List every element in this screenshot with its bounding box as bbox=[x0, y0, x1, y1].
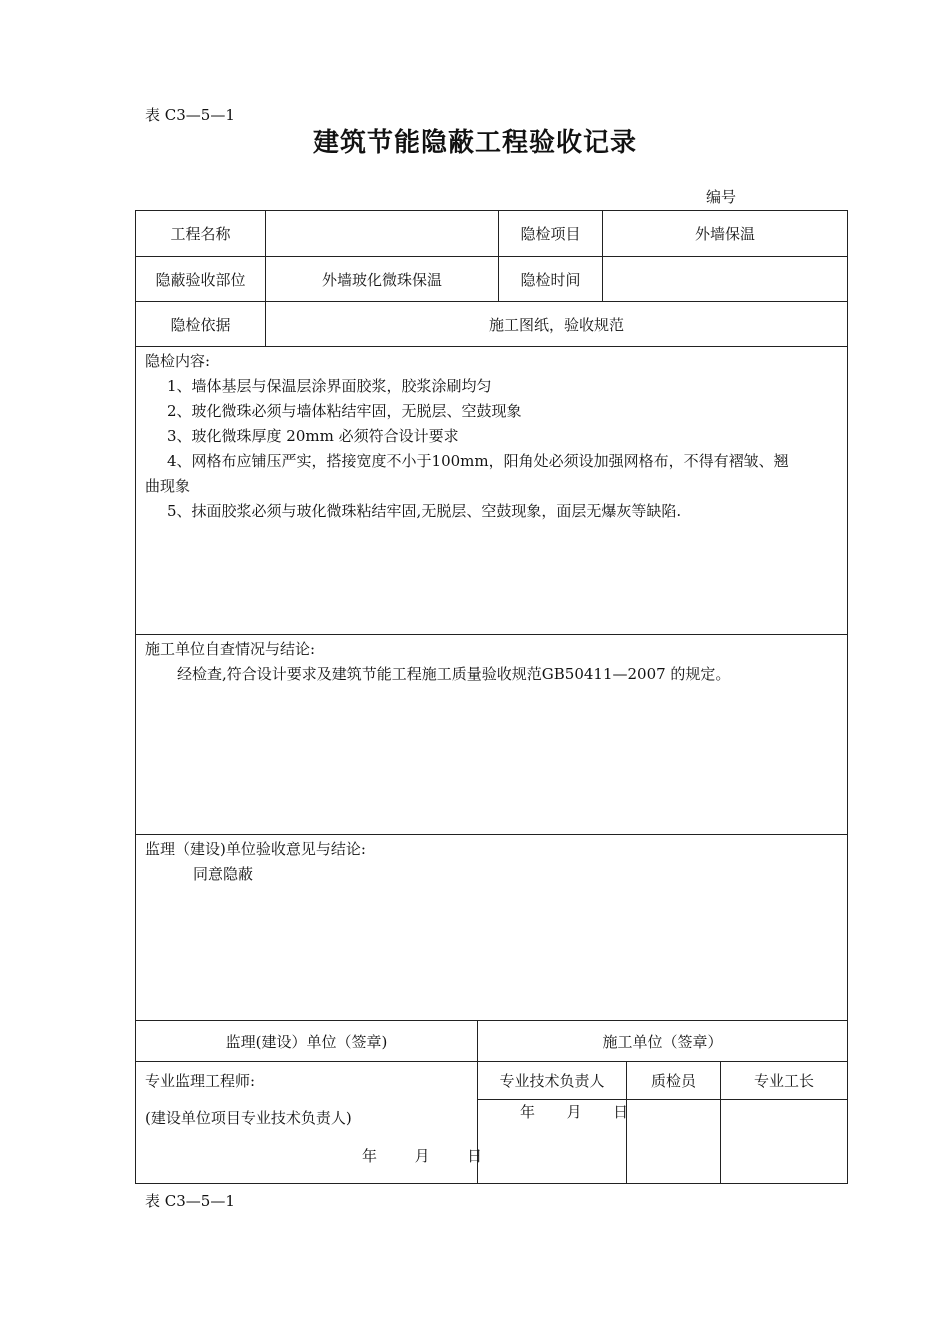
project-name-label: 工程名称 bbox=[170, 225, 231, 243]
foreman-label: 专业工长 bbox=[753, 1072, 814, 1090]
concealed-part-label: 隐蔽验收部位 bbox=[155, 270, 246, 289]
supervision-text: 同意隐蔽 bbox=[193, 865, 254, 883]
content-item: 曲现象 bbox=[145, 477, 191, 495]
content-item: 2、玻化微珠必须与墙体粘结牢固，无脱层、空鼓现象 bbox=[167, 402, 522, 420]
basis-label: 隐检依据 bbox=[170, 315, 231, 334]
page-title: 建筑节能隐蔽工程验收记录 bbox=[312, 128, 637, 158]
content-item: 4、网格布应铺压严实，搭接宽度不小于100mm，阳角处必须设加强网格布，不得有褶皱、翘 bbox=[167, 452, 789, 470]
date-day: 日 bbox=[613, 1103, 629, 1121]
inspection-item-label: 隐检项目 bbox=[520, 225, 581, 243]
inspection-content bbox=[145, 349, 845, 524]
content-item: 1、墙体基层与保温层涂界面胶浆，胶浆涂刷均匀 bbox=[167, 377, 492, 395]
date-month: 月 bbox=[414, 1147, 430, 1165]
content-item: 3、玻化微珠厚度 20mm 必须符合设计要求 bbox=[167, 427, 459, 445]
serial-number-label: 编号 bbox=[706, 188, 737, 206]
construction-sign-date bbox=[520, 1100, 628, 1125]
supervision-sign-date bbox=[362, 1144, 482, 1169]
footer-form-code: 表 C3—5—1 bbox=[145, 1192, 235, 1210]
basis-value: 施工图纸，验收规范 bbox=[488, 315, 624, 334]
date-year: 年 bbox=[520, 1103, 536, 1121]
quality-inspector-label: 质检员 bbox=[650, 1072, 696, 1090]
date-day: 日 bbox=[467, 1147, 483, 1165]
supervision-engineer-label: 专业监理工程师: bbox=[145, 1072, 256, 1090]
concealed-part-value: 外墙玻化微珠保温 bbox=[321, 270, 442, 289]
inspection-content-label: 隐检内容: bbox=[145, 352, 211, 370]
owner-tech-label: (建设单位项目专业技术负责人) bbox=[145, 1109, 352, 1127]
tech-lead-label: 专业技术负责人 bbox=[499, 1072, 605, 1090]
inspection-time-label: 隐检时间 bbox=[520, 270, 581, 289]
inspection-item-value: 外墙保温 bbox=[694, 225, 755, 243]
form-code: 表 C3—5—1 bbox=[145, 106, 235, 124]
construction-unit-seal-label: 施工单位（签章） bbox=[602, 1032, 723, 1051]
acceptance-form bbox=[135, 210, 848, 1184]
inspection-time-value bbox=[603, 257, 847, 301]
date-month: 月 bbox=[566, 1103, 582, 1121]
project-name-value bbox=[266, 211, 498, 256]
supervision-label: 监理（建设)单位验收意见与结论: bbox=[145, 840, 366, 858]
content-item: 5、抹面胶浆必须与玻化微珠粘结牢固,无脱层、空鼓现象，面层无爆灰等缺陷. bbox=[167, 502, 682, 520]
self-check-label: 施工单位自查情况与结论: bbox=[145, 640, 316, 658]
self-check-section bbox=[145, 637, 845, 687]
supervision-section bbox=[145, 837, 845, 887]
date-year: 年 bbox=[362, 1147, 378, 1165]
self-check-text: 经检查,符合设计要求及建筑节能工程施工质量验收规范GB50411—2007 的规定。 bbox=[177, 665, 731, 683]
supervision-unit-seal-label: 监理(建设）单位（签章) bbox=[225, 1032, 388, 1051]
